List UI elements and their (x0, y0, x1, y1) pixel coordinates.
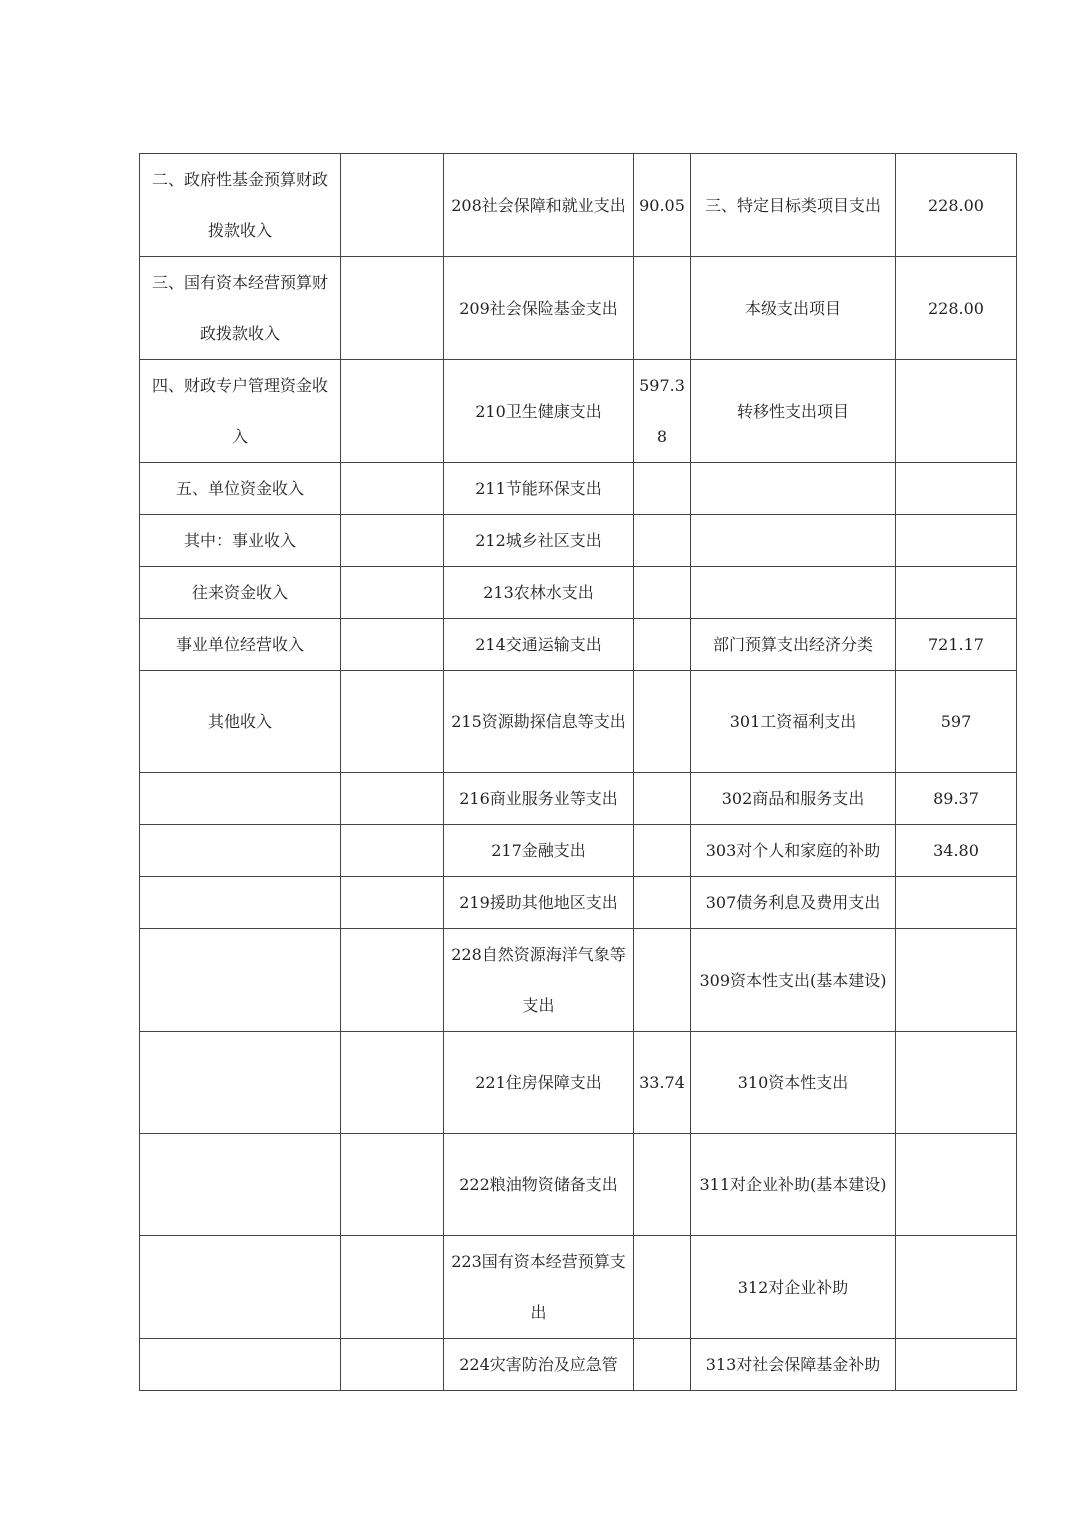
function-item-cell: 222粮油物资储备支出 (444, 1134, 634, 1236)
income-amount-cell (341, 257, 444, 360)
income-amount-cell (341, 1236, 444, 1339)
income-item-cell (140, 1134, 341, 1236)
table-row (140, 671, 1017, 773)
income-item-cell: 四、财政专户管理资金收入 (140, 360, 341, 463)
function-amount-cell: 33.74 (634, 1032, 691, 1134)
economic-item-cell (691, 567, 896, 619)
income-amount-cell (341, 825, 444, 877)
function-item-cell: 228自然资源海洋气象等支出 (444, 929, 634, 1032)
income-item-cell: 二、政府性基金预算财政拨款收入 (140, 154, 341, 257)
income-item-cell: 三、国有资本经营预算财政拨款收入 (140, 257, 341, 360)
income-amount-cell (341, 1134, 444, 1236)
economic-amount-cell (896, 1339, 1017, 1391)
function-amount-cell (634, 619, 691, 671)
table-row (140, 619, 1017, 671)
function-amount-cell (634, 671, 691, 773)
economic-amount-cell (896, 360, 1017, 463)
income-item-cell: 其中：事业收入 (140, 515, 341, 567)
economic-item-cell: 转移性支出项目 (691, 360, 896, 463)
table-row (140, 929, 1017, 1032)
function-item-cell: 212城乡社区支出 (444, 515, 634, 567)
income-item-cell: 往来资金收入 (140, 567, 341, 619)
function-amount-cell (634, 1134, 691, 1236)
table-row (140, 1339, 1017, 1391)
function-amount-cell (634, 773, 691, 825)
economic-amount-cell (896, 1134, 1017, 1236)
function-amount-cell: 597.38 (634, 360, 691, 463)
function-item-cell: 219援助其他地区支出 (444, 877, 634, 929)
economic-amount-cell (896, 463, 1017, 515)
economic-amount-cell: 228.00 (896, 154, 1017, 257)
economic-item-cell: 302商品和服务支出 (691, 773, 896, 825)
income-amount-cell (341, 929, 444, 1032)
function-amount-cell (634, 1339, 691, 1391)
economic-amount-cell: 721.17 (896, 619, 1017, 671)
function-amount-cell (634, 1236, 691, 1339)
income-item-cell (140, 1339, 341, 1391)
function-item-cell: 209社会保险基金支出 (444, 257, 634, 360)
economic-item-cell: 301工资福利支出 (691, 671, 896, 773)
economic-item-cell: 311对企业补助(基本建设) (691, 1134, 896, 1236)
income-item-cell: 事业单位经营收入 (140, 619, 341, 671)
economic-item-cell: 部门预算支出经济分类 (691, 619, 896, 671)
table-row (140, 154, 1017, 257)
function-amount-cell (634, 463, 691, 515)
income-item-cell (140, 1032, 341, 1134)
function-item-cell: 216商业服务业等支出 (444, 773, 634, 825)
economic-item-cell: 303对个人和家庭的补助 (691, 825, 896, 877)
economic-amount-cell (896, 567, 1017, 619)
function-amount-cell: 90.05 (634, 154, 691, 257)
income-item-cell: 五、单位资金收入 (140, 463, 341, 515)
economic-item-cell: 310资本性支出 (691, 1032, 896, 1134)
table-row (140, 567, 1017, 619)
table-row (140, 825, 1017, 877)
table-row (140, 257, 1017, 360)
income-item-cell (140, 877, 341, 929)
income-item-cell (140, 773, 341, 825)
economic-item-cell (691, 515, 896, 567)
function-item-cell: 214交通运输支出 (444, 619, 634, 671)
economic-amount-cell: 34.80 (896, 825, 1017, 877)
income-amount-cell (341, 1032, 444, 1134)
budget-table (139, 153, 1017, 1391)
income-amount-cell (341, 877, 444, 929)
economic-amount-cell (896, 877, 1017, 929)
table-row (140, 1032, 1017, 1134)
table-row (140, 360, 1017, 463)
table-row (140, 877, 1017, 929)
function-item-cell: 224灾害防治及应急管 (444, 1339, 634, 1391)
income-amount-cell (341, 463, 444, 515)
income-amount-cell (341, 515, 444, 567)
function-item-cell: 215资源勘探信息等支出 (444, 671, 634, 773)
income-item-cell (140, 825, 341, 877)
economic-amount-cell (896, 929, 1017, 1032)
function-item-cell: 223国有资本经营预算支出 (444, 1236, 634, 1339)
economic-amount-cell (896, 515, 1017, 567)
table-row (140, 773, 1017, 825)
table-row (140, 1236, 1017, 1339)
income-item-cell (140, 1236, 341, 1339)
function-amount-cell (634, 929, 691, 1032)
function-amount-cell (634, 567, 691, 619)
function-amount-cell (634, 515, 691, 567)
income-item-cell (140, 929, 341, 1032)
economic-amount-cell (896, 1032, 1017, 1134)
income-amount-cell (341, 619, 444, 671)
function-item-cell: 217金融支出 (444, 825, 634, 877)
economic-item-cell: 本级支出项目 (691, 257, 896, 360)
function-item-cell: 208社会保障和就业支出 (444, 154, 634, 257)
income-amount-cell (341, 773, 444, 825)
economic-amount-cell: 228.00 (896, 257, 1017, 360)
function-item-cell: 211节能环保支出 (444, 463, 634, 515)
income-item-cell: 其他收入 (140, 671, 341, 773)
budget-table-body (140, 154, 1017, 1391)
economic-amount-cell: 89.37 (896, 773, 1017, 825)
income-amount-cell (341, 154, 444, 257)
function-amount-cell (634, 257, 691, 360)
table-row (140, 515, 1017, 567)
economic-item-cell: 三、特定目标类项目支出 (691, 154, 896, 257)
function-amount-cell (634, 877, 691, 929)
table-row (140, 463, 1017, 515)
function-item-cell: 210卫生健康支出 (444, 360, 634, 463)
economic-amount-cell: 597 (896, 671, 1017, 773)
function-amount-cell (634, 825, 691, 877)
income-amount-cell (341, 1339, 444, 1391)
economic-item-cell: 309资本性支出(基本建设) (691, 929, 896, 1032)
function-item-cell: 221住房保障支出 (444, 1032, 634, 1134)
economic-item-cell: 313对社会保障基金补助 (691, 1339, 896, 1391)
economic-item-cell: 312对企业补助 (691, 1236, 896, 1339)
income-amount-cell (341, 567, 444, 619)
table-row (140, 1134, 1017, 1236)
function-item-cell: 213农林水支出 (444, 567, 634, 619)
income-amount-cell (341, 360, 444, 463)
income-amount-cell (341, 671, 444, 773)
economic-item-cell (691, 463, 896, 515)
economic-item-cell: 307债务利息及费用支出 (691, 877, 896, 929)
economic-amount-cell (896, 1236, 1017, 1339)
